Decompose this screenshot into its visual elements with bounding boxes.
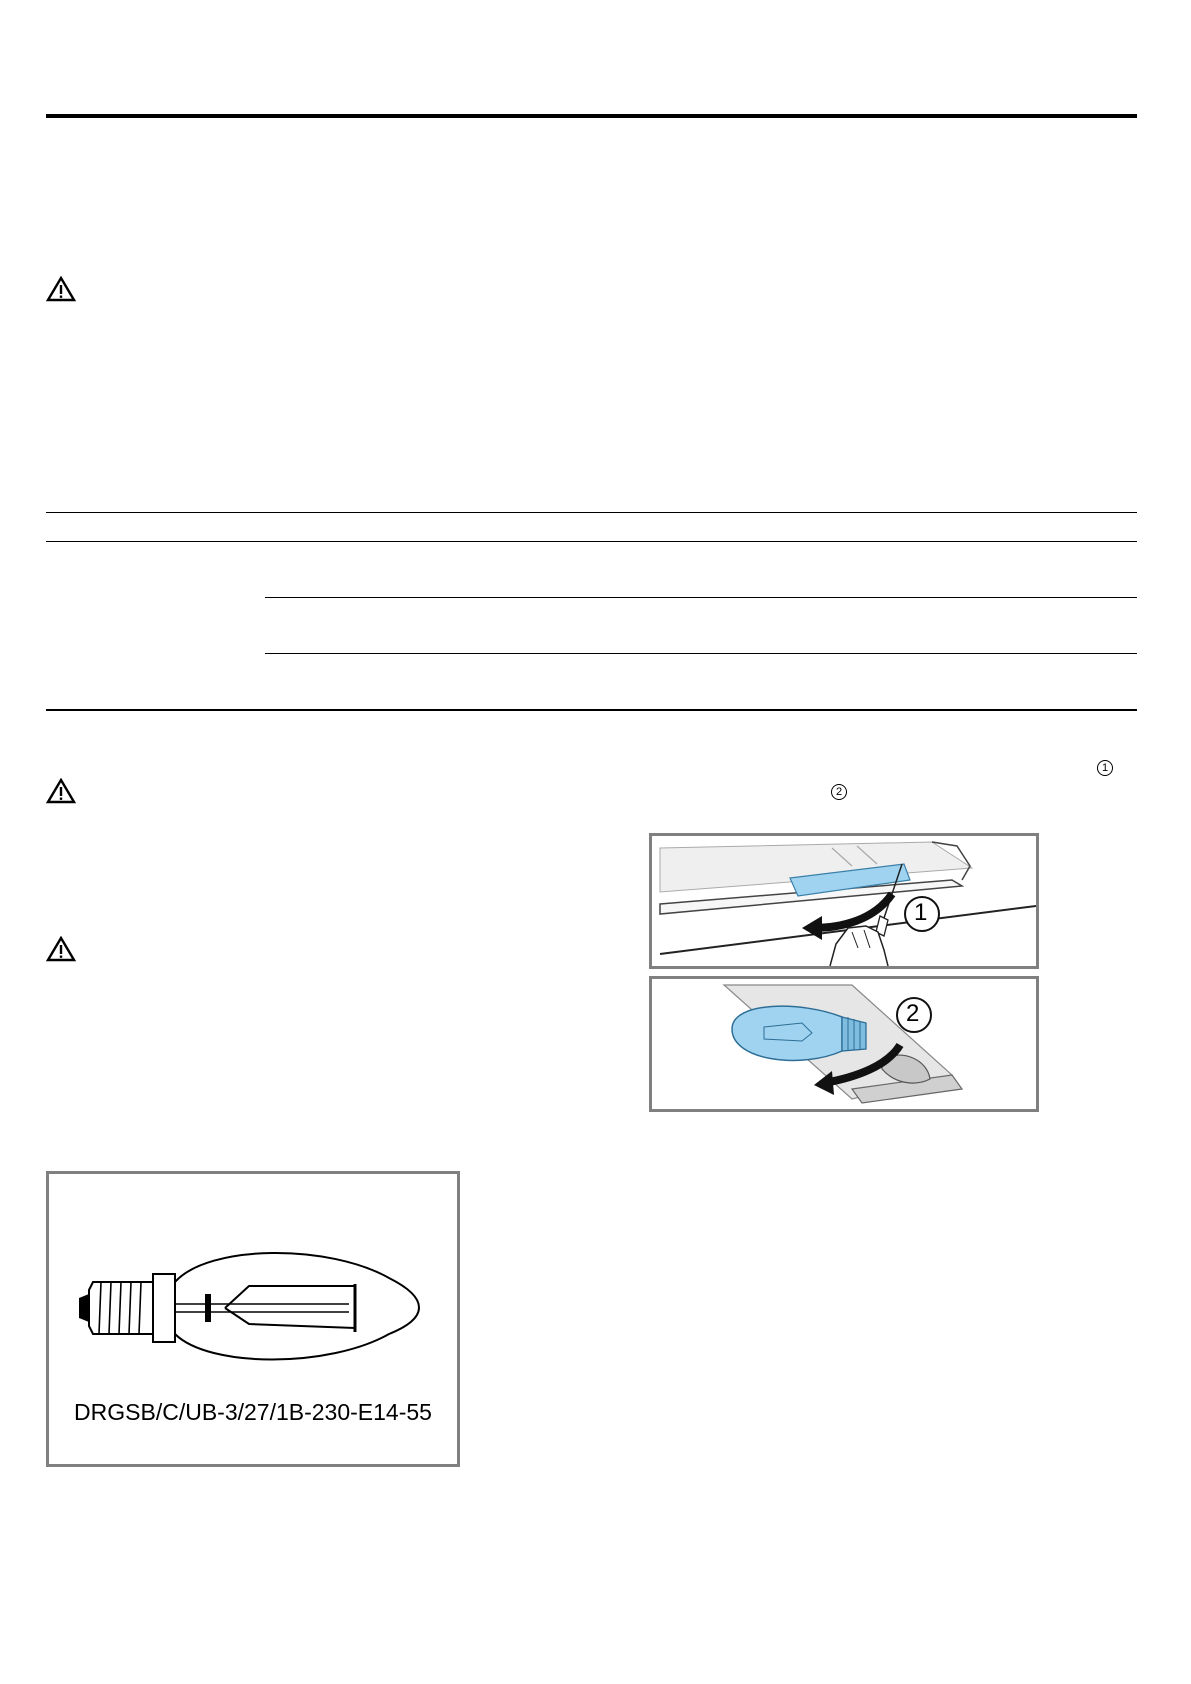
bulb-removal-illustration (652, 979, 1036, 1109)
lamp-cover-removal-illustration (652, 836, 1036, 966)
warning-triangle-icon (46, 936, 76, 962)
table-row-rule (265, 653, 1137, 654)
lamp-spec-caption: DRGSB/C/UB-3/27/1B-230-E14-55 (74, 1399, 432, 1425)
warning-triangle-icon (46, 276, 76, 302)
procedure-figure-panel-1 (649, 833, 1039, 969)
table-row-rule (265, 597, 1137, 598)
lamp-spec-figure (46, 1171, 460, 1467)
panel-1-number: 1 (914, 899, 928, 926)
header-rule (46, 114, 1137, 118)
candle-bulb-drawing (49, 1174, 457, 1374)
procedure-figure-panel-2 (649, 976, 1039, 1112)
table-bottom-rule (46, 709, 1137, 711)
table-top-rule (46, 512, 1137, 513)
table-header-rule (46, 541, 1137, 542)
step-1-callout: 1 (1097, 760, 1113, 776)
warning-triangle-icon (46, 778, 76, 804)
panel-2-number: 2 (906, 1000, 920, 1027)
step-2-callout: 2 (831, 784, 847, 800)
